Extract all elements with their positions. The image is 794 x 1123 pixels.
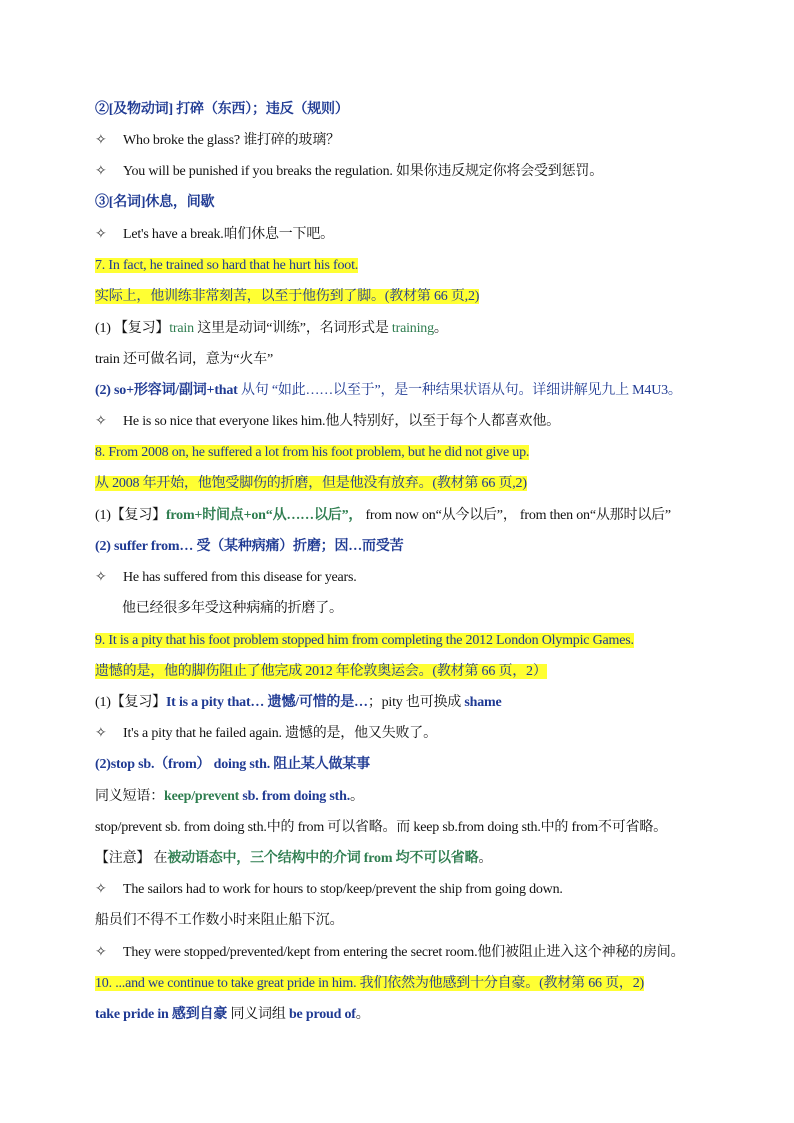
example-have-a-break: ✧ Let's have a break.咱们休息一下吧。	[95, 223, 734, 247]
sentence-8-en: 8. From 2008 on, he suffered a lot from his foot problem, but he did not give up.	[95, 445, 530, 460]
sentence-10: 10. ...and we continue to take great pride in him. 我们依然为他感到十分自豪。(教材第 66 页，2)	[95, 976, 644, 991]
sentence-7-zh: 实际上，他训练非常刻苦，以至于他伤到了脚。(教材第 66 页,2)	[95, 289, 480, 304]
example-failed-again: ✧ It's a pity that he failed again. 遗憾的是，他又失败了。	[95, 722, 734, 746]
example-suffered: ✧ He has suffered from this disease for years.	[95, 566, 734, 590]
note-train-noun: train 还可做名词，意为“火车”	[95, 352, 273, 367]
line-break-meaning-2: ②[及物动词] 打碎（东西）；违反（规则）	[95, 102, 349, 117]
note-synonym-phrase: 同义短语：keep/prevent sb. from doing sth.。	[95, 789, 364, 804]
bullet-icon: ✧	[95, 945, 107, 960]
sentence-7-en: 7. In fact, he trained so hard that he hurt his foot.	[95, 258, 359, 273]
example-secret-room: ✧ They were stopped/prevented/kept from entering the secret room.他们被阻止进入这个神秘的房间。	[95, 941, 734, 965]
example-glass: ✧ Who broke the glass? 谁打碎的玻璃？	[95, 129, 734, 153]
example-suffered-zh: 他已经很多年受这种病痛的折磨了。	[122, 601, 343, 616]
example-sailors-zh: 船员们不得不工作数小时来阻止船下沉。	[95, 913, 344, 928]
bullet-icon: ✧	[95, 882, 107, 897]
note-attention: 【注意】 在被动语态中，三个结构中的介词 from 均不可以省略。	[95, 851, 493, 866]
note-stop-from: (2)stop sb.（from） doing sth. 阻止某人做某事	[95, 757, 370, 772]
bullet-icon: ✧	[95, 133, 107, 148]
note-so-that: (2) so+形容词/副词+that 从句 “如此……以至于”，是一种结果状语从句。详细讲解见九上 M4U3。	[95, 383, 682, 398]
note-from-on: (1)【复习】from+时间点+on“从……以后”， from now on“从今以后”， from then on“从那时以后”	[95, 508, 671, 523]
line-break-meaning-3: ③[名词]休息，间歇	[95, 195, 215, 210]
note-suffer-from: (2) suffer from… 受（某种病痛）折磨；因…而受苦	[95, 539, 404, 554]
bullet-icon: ✧	[95, 164, 107, 179]
sentence-9-zh: 遗憾的是，他的脚伤阻止了他完成 2012 年伦敦奥运会。(教材第 66 页，2）	[95, 664, 547, 679]
note-from-omit: stop/prevent sb. from doing sth.中的 from 可以省略。而 keep sb.from doing sth.中的 from不可省略。	[95, 820, 667, 835]
example-regulation: ✧ You will be punished if you breaks the regulation. 如果你违反规定你将会受到惩罚。	[95, 160, 734, 184]
sentence-9-en: 9. It is a pity that his foot problem stopped him from completing the 2012 London Olympic Games.	[95, 633, 634, 648]
note-it-is-a-pity: (1)【复习】It is a pity that… 遗憾/可惜的是…；pity 也可换成 shame	[95, 695, 502, 710]
note-train: (1) 【复习】train 这里是动词“训练”，名词形式是 training。	[95, 321, 448, 336]
note-take-pride-in: take pride in 感到自豪 同义词组 be proud of。	[95, 1007, 370, 1022]
bullet-icon: ✧	[95, 414, 107, 429]
bullet-icon: ✧	[95, 726, 107, 741]
example-sailors: ✧ The sailors had to work for hours to stop/keep/prevent the ship from going down.	[95, 878, 734, 902]
bullet-icon: ✧	[95, 570, 107, 585]
bullet-icon: ✧	[95, 227, 107, 242]
sentence-8-zh: 从 2008 年开始，他饱受脚伤的折磨，但是他没有放弃。(教材第 66 页,2)	[95, 476, 527, 491]
example-so-nice: ✧ He is so nice that everyone likes him.他人特别好，以至于每个人都喜欢他。	[95, 410, 734, 434]
